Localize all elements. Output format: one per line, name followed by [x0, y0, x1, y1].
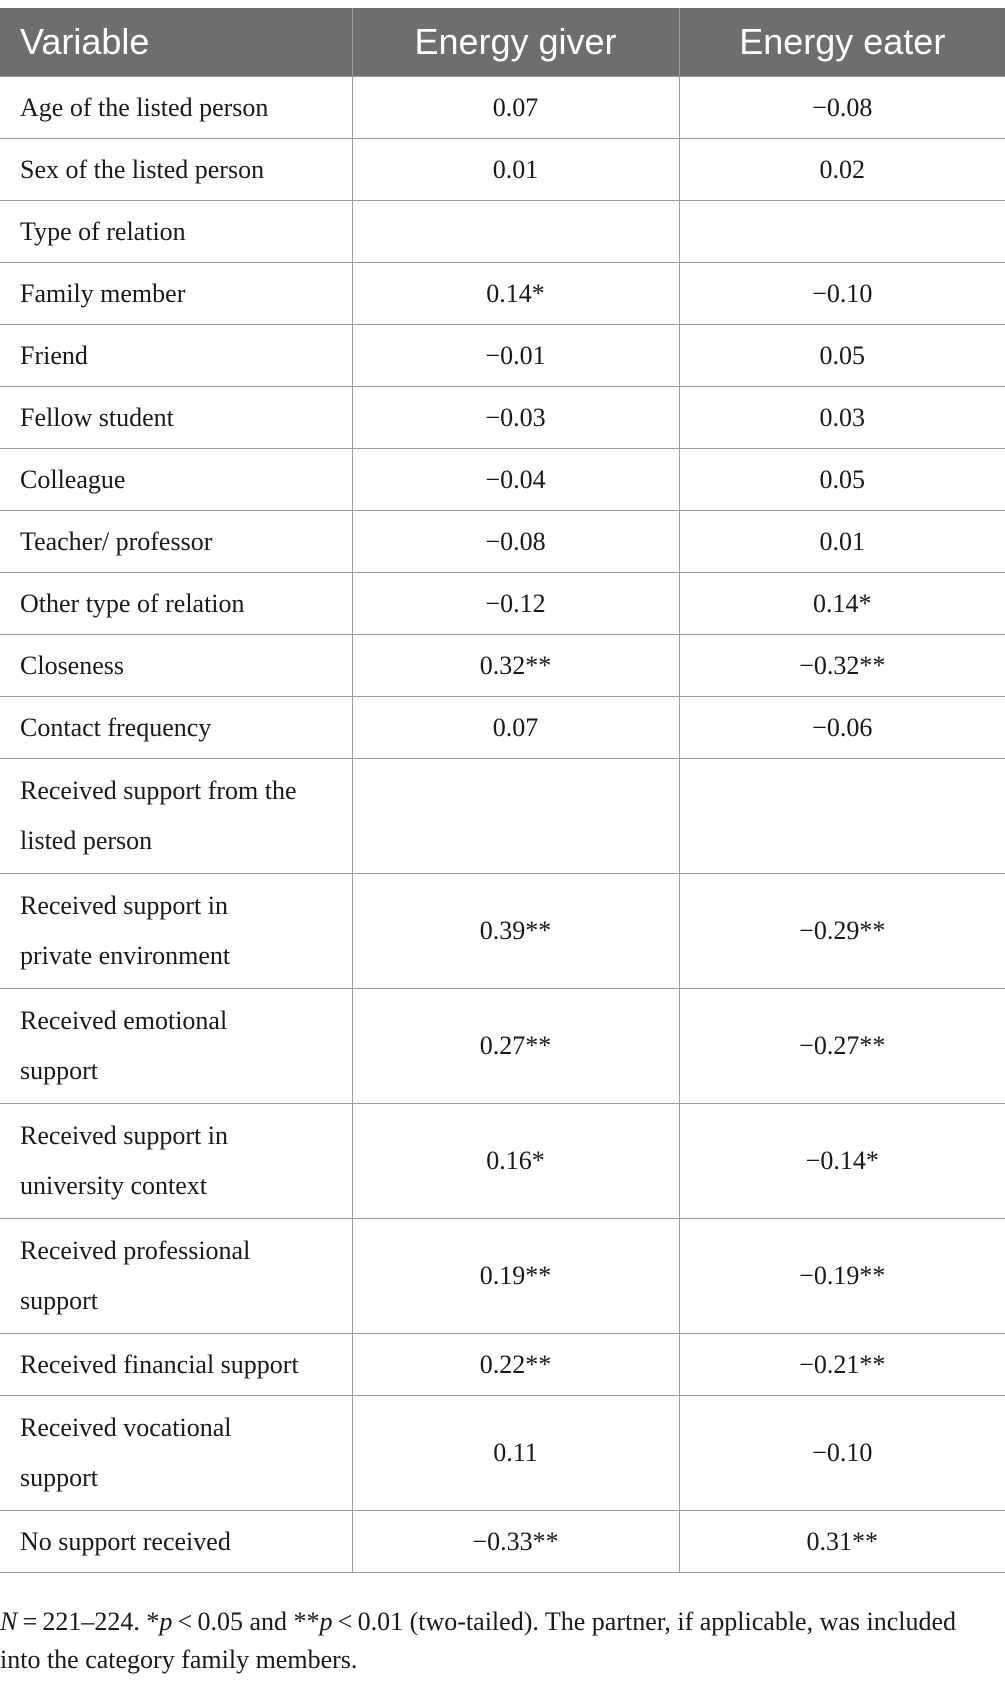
table-row — [0, 325, 1005, 387]
row-label-line2: support — [20, 1463, 98, 1492]
row-label: Fellow student — [0, 387, 352, 449]
row-label: No support received — [0, 1511, 352, 1573]
row-label — [0, 1104, 352, 1219]
eater-value: −0.21** — [679, 1334, 1005, 1396]
footnote-p-symbol: p — [319, 1607, 333, 1636]
table-row — [0, 387, 1005, 449]
giver-value: −0.04 — [352, 449, 679, 511]
row-label: Other type of relation — [0, 573, 352, 635]
eater-value: −0.19** — [679, 1219, 1005, 1334]
giver-value: 0.27** — [352, 989, 679, 1104]
row-label-line2: support — [20, 1286, 98, 1315]
row-label — [0, 759, 352, 874]
row-label-line2: listed person — [20, 826, 153, 855]
eater-value: −0.14* — [679, 1104, 1005, 1219]
row-label-line1: Received support from the — [20, 776, 297, 805]
row-label: Teacher/ professor — [0, 511, 352, 573]
table-row — [0, 1219, 1005, 1334]
eater-value: 0.31** — [679, 1511, 1005, 1573]
row-label: Received financial support — [0, 1334, 352, 1396]
eater-value: −0.32** — [679, 635, 1005, 697]
table-footnote — [0, 1603, 1000, 1679]
table-row — [0, 573, 1005, 635]
giver-value: −0.08 — [352, 511, 679, 573]
eater-value: −0.29** — [679, 874, 1005, 989]
row-label — [0, 1219, 352, 1334]
row-label: Family member — [0, 263, 352, 325]
table-row — [0, 1396, 1005, 1511]
row-label — [0, 989, 352, 1104]
row-label-line2: support — [20, 1056, 98, 1085]
giver-value — [352, 201, 679, 263]
table-row — [0, 201, 1005, 263]
row-label — [0, 1396, 352, 1511]
row-label — [0, 874, 352, 989]
eater-value: 0.02 — [679, 139, 1005, 201]
eater-value — [679, 759, 1005, 874]
table-row — [0, 139, 1005, 201]
row-label: Friend — [0, 325, 352, 387]
row-label-line2: university context — [20, 1171, 208, 1200]
giver-value: 0.39** — [352, 874, 679, 989]
table-row — [0, 874, 1005, 989]
giver-value: 0.19** — [352, 1219, 679, 1334]
eater-value: −0.10 — [679, 263, 1005, 325]
table-header-row — [0, 8, 1005, 77]
row-label-line2: private environment — [20, 941, 231, 970]
giver-value: 0.11 — [352, 1396, 679, 1511]
table-container — [0, 8, 1005, 1573]
giver-value: −0.12 — [352, 573, 679, 635]
header-energy-giver: Energy giver — [352, 8, 679, 77]
row-label: Sex of the listed person — [0, 139, 352, 201]
table-row — [0, 1511, 1005, 1573]
row-label-line1: Received support in — [20, 891, 228, 920]
giver-value: 0.07 — [352, 697, 679, 759]
giver-value: 0.16* — [352, 1104, 679, 1219]
footnote-line-2: into the category family members. — [0, 1645, 358, 1674]
row-label: Closeness — [0, 635, 352, 697]
giver-value: −0.03 — [352, 387, 679, 449]
eater-value: 0.05 — [679, 449, 1005, 511]
eater-value: 0.14* — [679, 573, 1005, 635]
eater-value: 0.03 — [679, 387, 1005, 449]
eater-value: −0.10 — [679, 1396, 1005, 1511]
row-label: Colleague — [0, 449, 352, 511]
row-label-line1: Received professional — [20, 1236, 251, 1265]
eater-value: −0.27** — [679, 989, 1005, 1104]
footnote-threshold-2: < 0.01 (two-tailed). The partner, if applicable, was included — [332, 1607, 957, 1636]
row-label: Contact frequency — [0, 697, 352, 759]
table-row — [0, 1334, 1005, 1396]
giver-value — [352, 759, 679, 874]
eater-value: −0.06 — [679, 697, 1005, 759]
header-energy-eater: Energy eater — [679, 8, 1005, 77]
footnote-threshold-1: < 0.05 and ** — [172, 1607, 320, 1636]
giver-value: −0.33** — [352, 1511, 679, 1573]
table-row — [0, 635, 1005, 697]
table-row — [0, 449, 1005, 511]
eater-value: 0.05 — [679, 325, 1005, 387]
correlation-table — [0, 8, 1005, 1573]
row-label: Type of relation — [0, 201, 352, 263]
footnote-n-range: = 221–224. * — [17, 1607, 160, 1636]
giver-value: 0.07 — [352, 77, 679, 139]
row-label: Age of the listed person — [0, 77, 352, 139]
giver-value: 0.22** — [352, 1334, 679, 1396]
giver-value: 0.14* — [352, 263, 679, 325]
giver-value: 0.01 — [352, 139, 679, 201]
footnote-n-symbol: N — [0, 1607, 18, 1636]
table-row — [0, 759, 1005, 874]
giver-value: −0.01 — [352, 325, 679, 387]
row-label-line1: Received emotional — [20, 1006, 228, 1035]
header-variable: Variable — [0, 8, 352, 77]
table-row — [0, 511, 1005, 573]
table-row — [0, 77, 1005, 139]
table-row — [0, 263, 1005, 325]
eater-value: −0.08 — [679, 77, 1005, 139]
eater-value: 0.01 — [679, 511, 1005, 573]
table-row — [0, 1104, 1005, 1219]
footnote-p-symbol: p — [159, 1607, 173, 1636]
row-label-line1: Received vocational — [20, 1413, 232, 1442]
eater-value — [679, 201, 1005, 263]
table-row — [0, 697, 1005, 759]
giver-value: 0.32** — [352, 635, 679, 697]
table-row — [0, 989, 1005, 1104]
row-label-line1: Received support in — [20, 1121, 228, 1150]
